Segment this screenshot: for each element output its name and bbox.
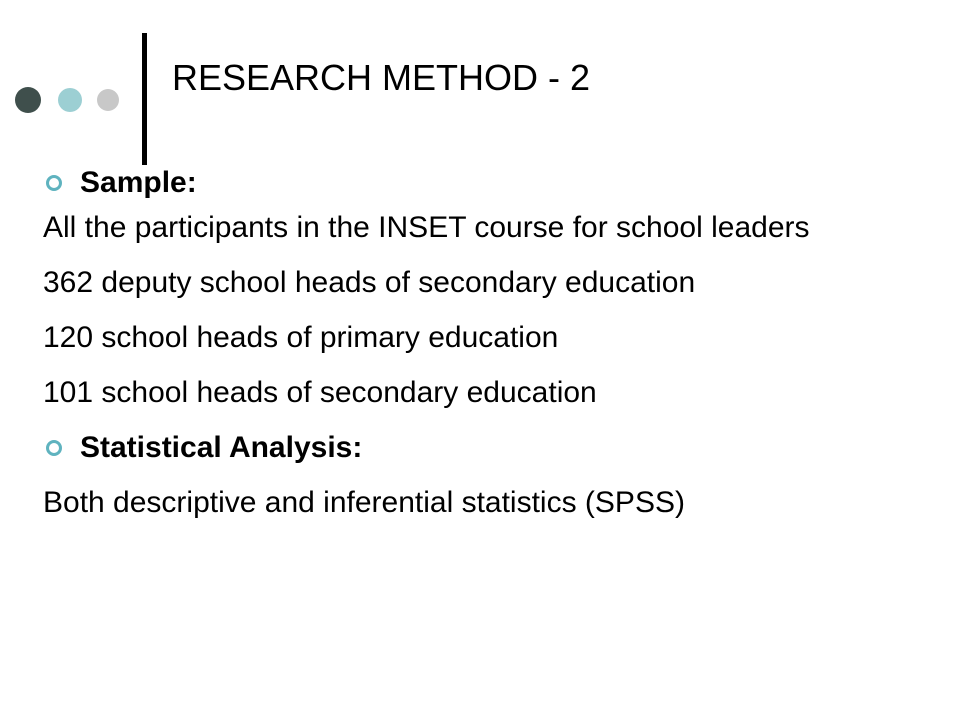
ring-bullet-icon [46,440,62,456]
ring-bullet-icon [46,175,62,191]
analysis-line-text: Both descriptive and inferential statistics (SPSS) [43,486,685,519]
slide-body [43,165,933,521]
sample-line-text: 362 deputy school heads of secondary education [43,266,696,299]
sample-line-primary-heads [43,320,933,356]
sample-line-deputy-heads [43,265,933,301]
sample-line-text: 120 school heads of primary education [43,321,559,354]
bullet-item-analysis [43,430,933,466]
decorative-dot-gray [97,89,119,111]
sample-line-secondary-heads [43,375,933,411]
analysis-line [43,485,933,521]
slide-title: RESEARCH METHOD - 2 [172,57,591,98]
sample-heading: Sample: [80,166,197,199]
decorative-dot-teal [58,88,82,112]
sample-line-text: All the participants in the INSET course for school leaders [43,211,810,244]
decorative-dot-dark [15,87,41,113]
title-divider [142,33,147,165]
sample-line-text: 101 school heads of secondary education [43,376,597,409]
analysis-heading: Statistical Analysis: [80,431,363,464]
sample-line-participants [43,210,933,246]
bullet-item-sample [43,165,933,201]
